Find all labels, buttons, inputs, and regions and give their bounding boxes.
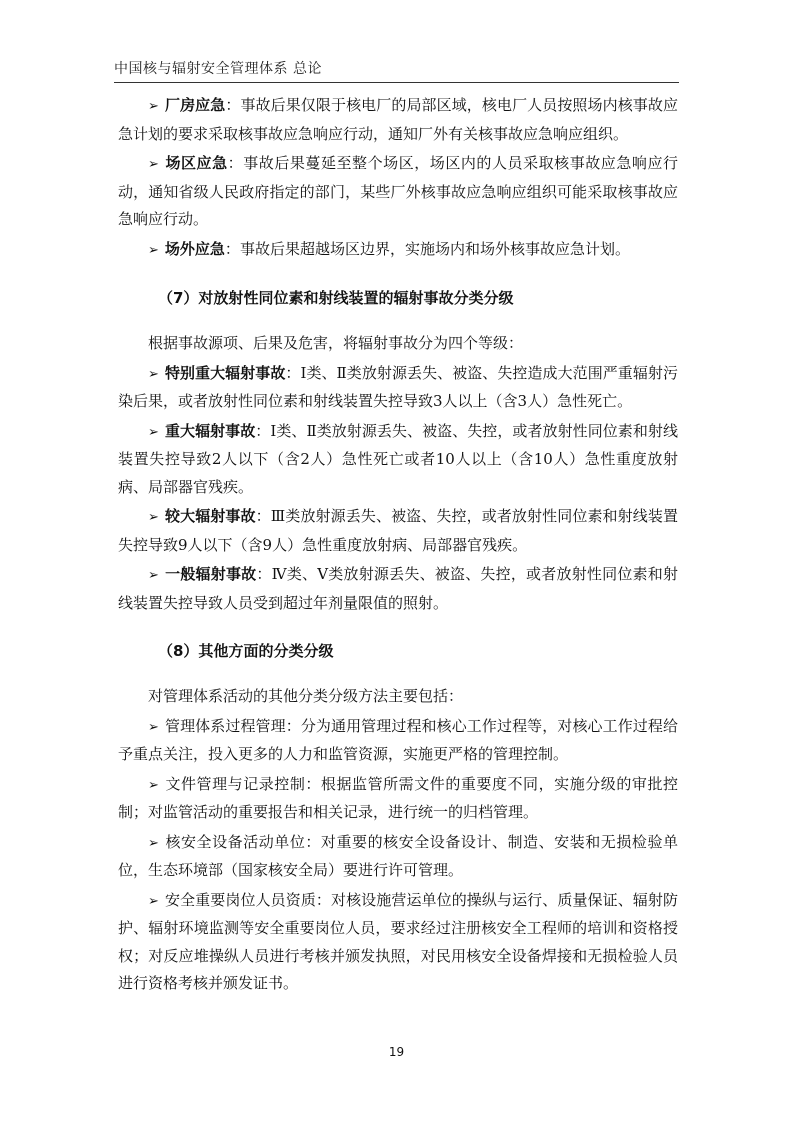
bullet-term: 较大辐射事故 [164,507,256,525]
arrow-bullet-icon: ➢ [148,719,159,735]
bullet-text: 事故后果仅限于核电厂的局部区域，核电厂人员按照场内核事故应急计划的要求采取核事故应急响应行动，通知厂外有关核事故应急响应组织。 [118,96,678,143]
bullet-colon: ： [225,96,241,114]
bullet-colon: ： [285,363,301,382]
bullet-item [118,360,678,416]
section-7-intro: 根据事故源项、后果及危害，将辐射事故分为四个等级： [148,334,524,352]
bullet-text: 管理体系过程管理：分为通用管理过程和核心工作过程等，对核心工作过程给予重点关注，投入更多的人力和监管资源，实施更严格的管理控制。 [118,716,678,763]
arrow-bullet-icon: ➢ [148,510,159,525]
bullet-item [118,561,678,617]
bullet-term: 场外应急 [164,239,225,258]
bullet-text: 安全重要岗位人员资质：对核设施营运单位的操纵与运行、质量保证、辐射防护、辐射环境监测等安全重要岗位人员，要求经过注册核安全工程师的培训和资格授权；对反应堆操纵人员进行考核并颁发执照，对民用核安全设备焊接和无损检验人员进行资格考核并颁发证书。 [118,890,678,992]
bullet-item [118,92,678,148]
page-header [114,58,679,78]
bullet-colon: ： [256,565,272,583]
arrow-bullet-icon: ➢ [148,835,159,851]
bullet-term: 场区应急 [164,154,228,172]
bullet-colon: ： [255,421,271,440]
arrow-bullet-icon: ➢ [148,424,159,440]
bullet-term: 重大辐射事故 [164,421,256,440]
bullet-text: Ⅰ类、Ⅱ类放射源丢失、被盗、失控造成大范围严重辐射污染后果，或者放射性同位素和射线装置失控导致3人以上（含3人）急性死亡。 [118,363,678,410]
section-8-intro: 对管理体系活动的其他分类分级方法主要包括： [148,687,464,705]
bullet-item [118,236,678,265]
bullet-item [118,150,678,234]
bullet-text: Ⅳ类、Ⅴ类放射源丢失、被盗、失控，或者放射性同位素和射线装置失控导致人员受到超过年剂量限值的照射。 [118,565,678,612]
arrow-bullet-icon: ➢ [148,366,159,382]
bullet-item [118,829,678,885]
section-8-title: （8）其他方面的分类分级 [158,642,334,660]
bullet-text: 事故后果蔓延至整个场区，场区内的人员采取核事故应急响应行动，通知省级人民政府指定的部门，某些厂外核事故应急响应组织可能采取核事故应急响应行动。 [118,154,678,228]
bullet-text: 文件管理与记录控制：根据监管所需文件的重要度不同，实施分级的审批控制；对监管活动的重要报告和相关记录，进行统一的归档管理。 [118,774,678,821]
document-body [118,92,678,1000]
header-rule [114,82,679,83]
arrow-bullet-icon: ➢ [148,157,159,172]
bullet-colon: ： [224,239,240,258]
page-number: 19 [388,1045,405,1059]
bullet-item [118,887,678,998]
bullet-colon: ： [255,507,271,525]
bullet-text: Ⅲ类放射源丢失、被盗、失控，或者放射性同位素和射线装置失控导致9人以下（含9人）急性重度放射病、局部器官残疾。 [118,507,678,554]
bullet-colon: ： [227,154,244,172]
bullet-text: 事故后果超越场区边界，实施场内和场外核事故应急计划。 [239,239,630,258]
bullet-term: 厂房应急 [164,96,226,114]
bullet-text: 核安全设备活动单位：对重要的核安全设备设计、制造、安装和无损检验单位，生态环境部（国家核安全局）要进行许可管理。 [118,832,678,879]
arrow-bullet-icon: ➢ [148,568,159,583]
bullet-item [118,503,678,559]
section-7-title: （7）对放射性同位素和射线装置的辐射事故分类分级 [158,289,514,307]
header-title: 中国核与辐射安全管理体系 总论 [114,61,322,77]
arrow-bullet-icon: ➢ [148,893,159,909]
arrow-bullet-icon: ➢ [148,99,159,114]
arrow-bullet-icon: ➢ [148,242,159,258]
bullet-item [118,713,678,769]
bullet-term: 一般辐射事故 [164,565,257,583]
bullet-item [118,418,678,502]
bullet-term: 特别重大辐射事故 [164,363,286,382]
bullet-item [118,771,678,827]
arrow-bullet-icon: ➢ [148,777,159,793]
bullet-text: Ⅰ类、Ⅱ类放射源丢失、被盗、失控，或者放射性同位素和射线装置失控导致2人以下（含2人）急性死亡或者10人以上（含10人）急性重度放射病、局部器官残疾。 [118,421,678,496]
